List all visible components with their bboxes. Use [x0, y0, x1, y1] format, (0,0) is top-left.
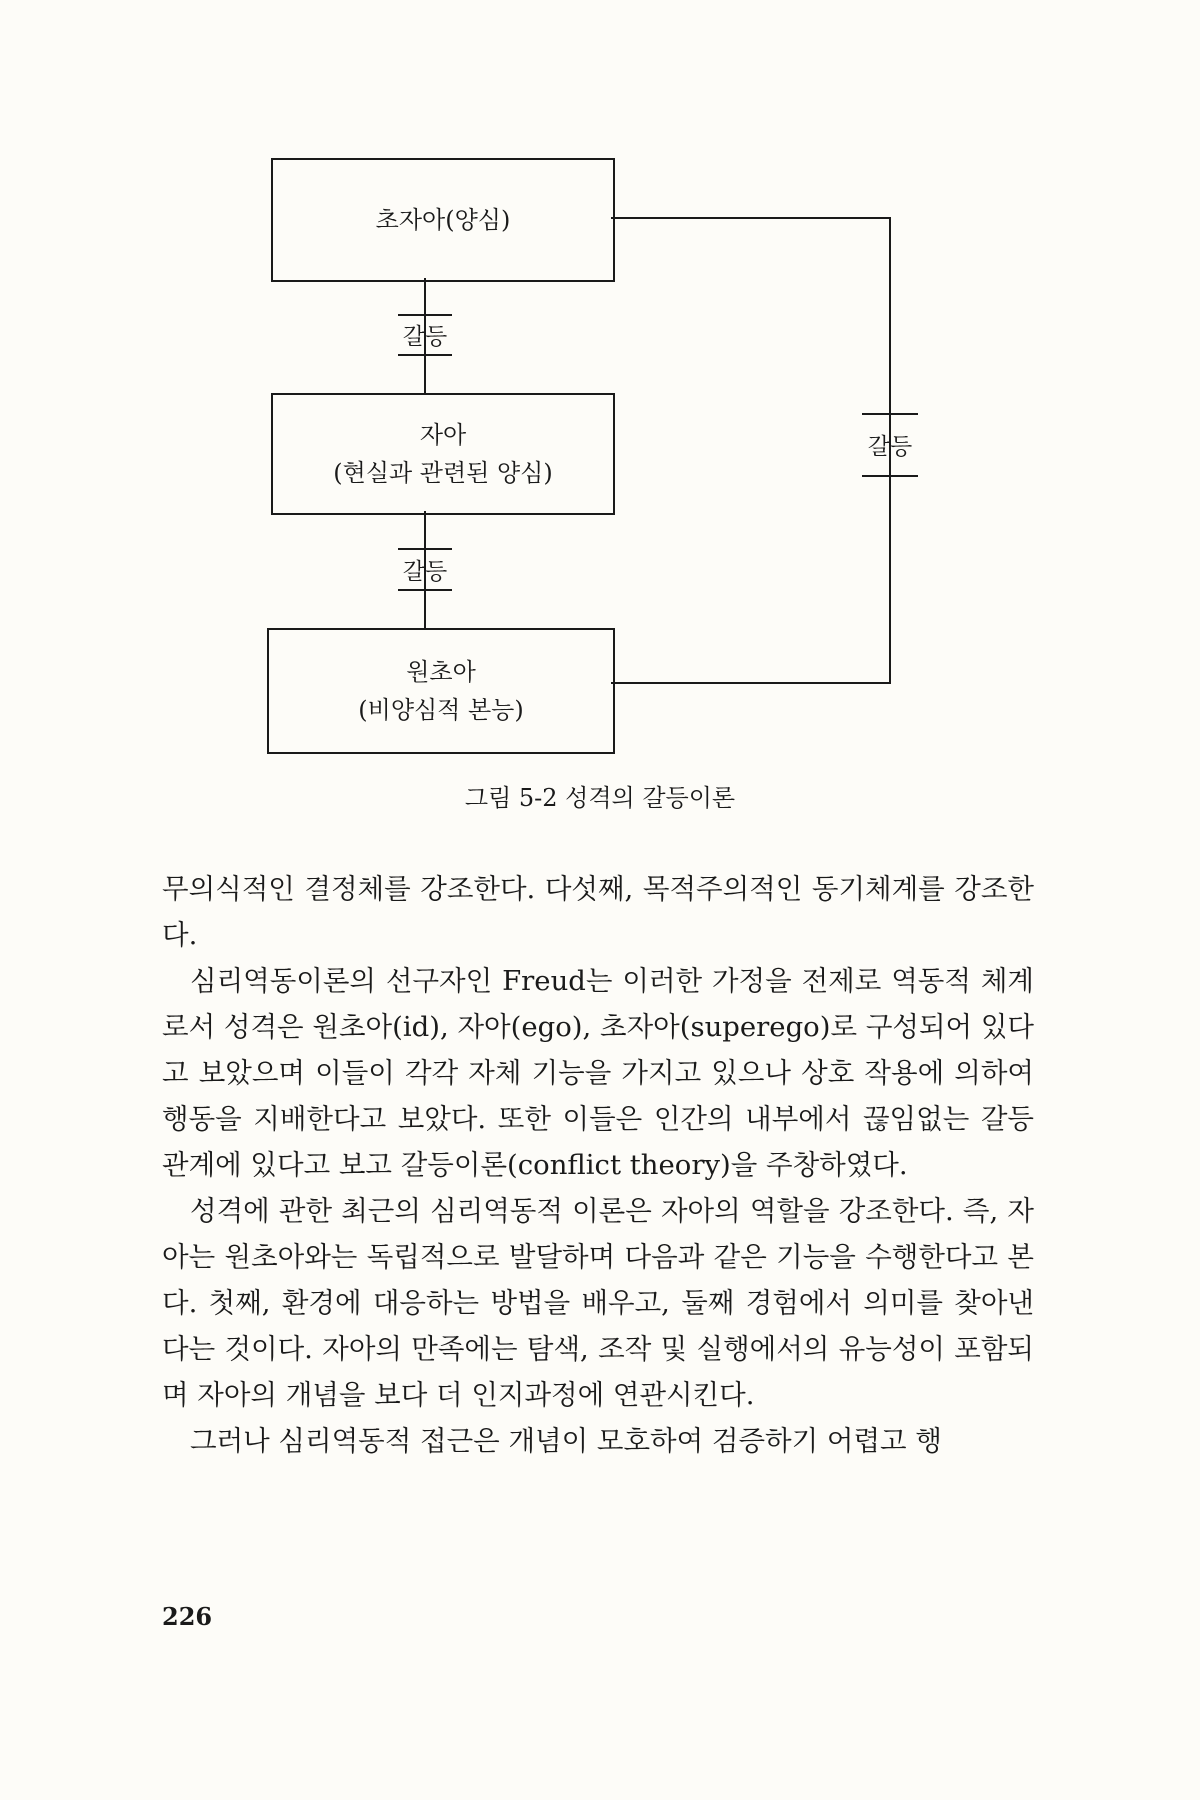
connector-superego-id: [611, 218, 890, 683]
page-number: 226: [162, 1602, 213, 1631]
body-text: [162, 866, 1034, 1464]
ego-label-line1: 자아: [419, 420, 467, 449]
conflict-label-ego-id: 갈등: [402, 559, 448, 585]
superego-box: [271, 158, 615, 282]
id-label-line2: (비양심적 본능): [358, 696, 524, 724]
id-label-line1: 원초아: [406, 657, 476, 686]
superego-label: 초자아(양심): [375, 205, 511, 234]
conflict-label-superego-ego: 갈등: [402, 324, 448, 350]
ego-box: [271, 393, 615, 515]
paragraph-4: 그러나 심리역동적 접근은 개념이 모호하여 검증하기 어렵고 행: [190, 1425, 942, 1457]
paragraph-1: 무의식적인 결정체를 강조한다. 다섯째, 목적주의적인 동기체계를 강조한다.: [162, 873, 1034, 951]
id-box: [267, 628, 615, 754]
figure-caption: 그림 5-2 성격의 갈등이론: [464, 784, 736, 812]
conflict-label-superego-id: 갈등: [867, 434, 913, 460]
ego-label-line2: (현실과 관련된 양심): [333, 459, 553, 487]
paragraph-2: 심리역동이론의 선구자인 Freud는 이러한 가정을 전제로 역동적 체계로서 성격은 원초아(id), 자아(ego), 초자아(superego)로 구성되어 있다고 보았으며 이들이 각각 자체 기능을 가지고 있으나 상호 작용에 의하여 행동을 지배한다고 보았다. 또한 이들은 인간의 내부에서 끊임없는 갈등관계에 있다고 보고 갈등이론(conflict theory)을 주창하였다.: [162, 965, 1034, 1181]
paragraph-3: 성격에 관한 최근의 심리역동적 이론은 자아의 역할을 강조한다. 즉, 자아는 원초아와는 독립적으로 발달하며 다음과 같은 기능을 수행한다고 본다. 첫째, 환경에 대응하는 방법을 배우고, 둘째 경험에서 의미를 찾아낸다는 것이다. 자아의 만족에는 탐색, 조작 및 실행에서의 유능성이 포함되며 자아의 개념을 보다 더 인지과정에 연관시킨다.: [162, 1195, 1034, 1411]
conflict-theory-diagram: [0, 0, 1200, 820]
